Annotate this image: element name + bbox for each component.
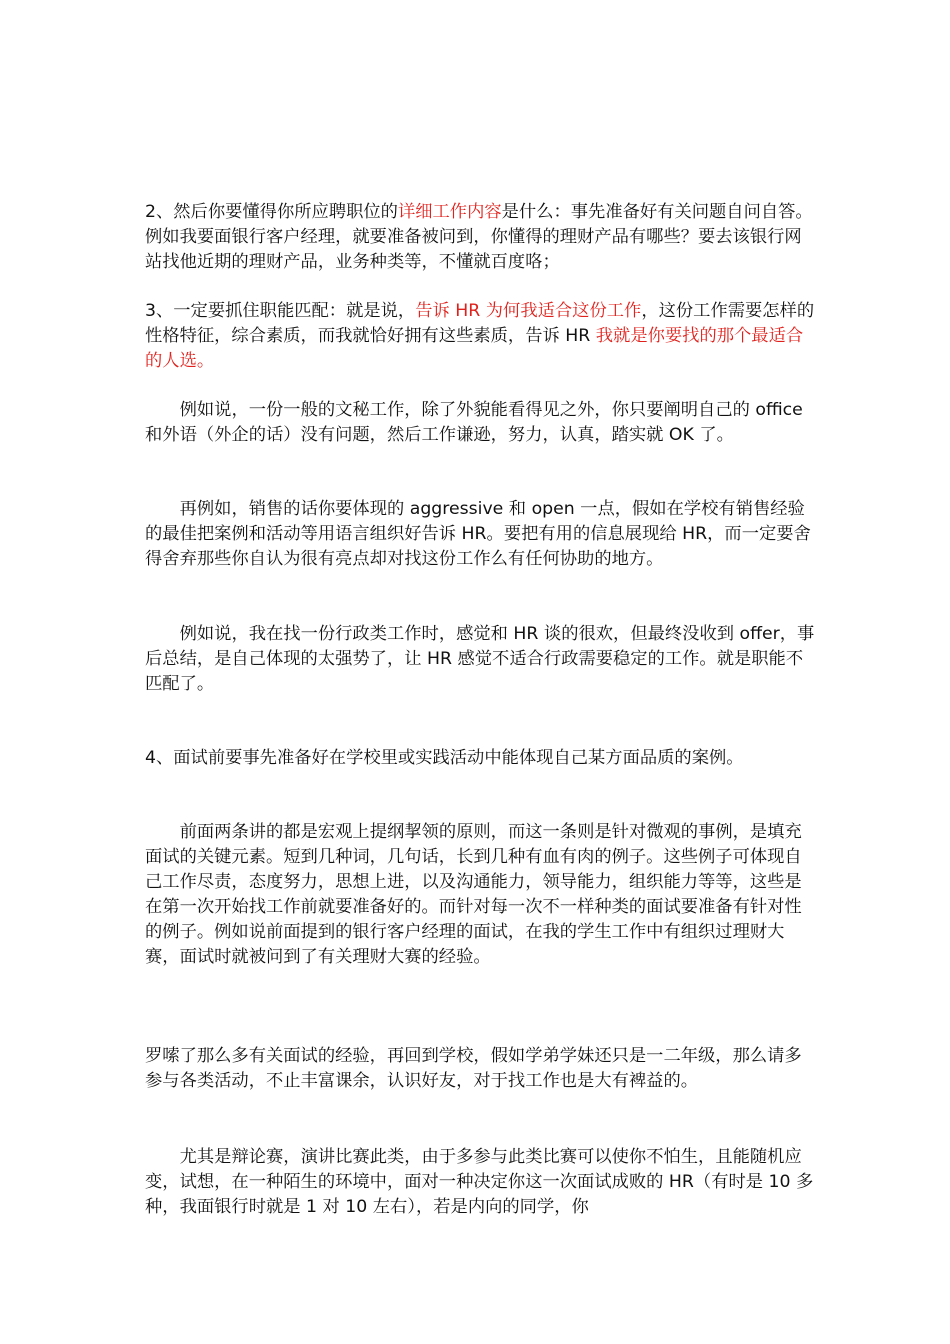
paragraph-point-4-detail: 前面两条讲的都是宏观上提纲挈领的原则，而这一条则是针对微观的事例，是填充面试的关键元素。短到几种词，几句话，长到几种有血有肉的例子。这些例子可体现自己工作尽责，态度努力，思想上进，以及沟通能力，领导能力，组织能力等等，这些是在第一次开始找工作前就要准备好的。而针对每一次不一样种类的面试要准备有针对性的例子。例如说前面提到的银行客户经理的面试，在我的学生工作中有组织过理财大赛，面试时就被问到了有关理财大赛的经验。 [145,822,802,967]
paragraph-example-secretary: 例如说，一份一般的文秘工作，除了外貌能看得见之外，你只要阐明自己的 office 和外语（外企的话）没有问题，然后工作谦逊，努力，认真，踏实就 OK 了。 [145,400,803,445]
p3-highlight-2: 我就是你要找的那个最适合的人选。 [145,326,804,371]
paragraph-school-advice: 罗嗦了那么多有关面试的经验，再回到学校，假如学弟学妹还只是一二年级，那么请多参与各类活动，不止丰富课余，认识好友，对于找工作也是大有裨益的。 [145,1046,802,1091]
paragraph-example-admin: 例如说，我在找一份行政类工作时，感觉和 HR 谈的很欢，但最终没收到 offer，事后总结，是自己体现的太强势了，让 HR 感觉不适合行政需要稳定的工作。就是职能不匹配了。 [145,624,815,694]
paragraph-point-2 [145,200,815,275]
p2-text-c: 是什么：事先准备好有关问题自问自答。例如我要面银行客户经理，就要准备被问到，你懂得的理财产品有哪些？要去该银行网站找他近期的理财产品，业务种类等，不懂就百度咯； [145,202,813,272]
paragraph-point-4: 4、面试前要事先准备好在学校里或实践活动中能体现自己某方面品质的案例。 [145,748,744,768]
p3-text-c: ，这份工作需要怎样的性格特征，综合素质，而我就恰好拥有这些素质，告诉 HR [145,301,815,346]
p3-text-a: 3、一定要抓住职能匹配：就是说， [145,301,416,321]
paragraph-example-sales: 再例如，销售的话你要体现的 aggressive 和 open 一点，假如在学校有销售经验的最佳把案例和活动等用语言组织好告诉 HR。要把有用的信息展现给 HR，而一定要舍得舍弃那些你自认为很有亮点却对找这份工作么有任何协助的地方。 [145,499,811,569]
p3-highlight-1: 告诉 HR 为何我适合这份工作 [415,301,642,321]
p2-highlight: 详细工作内容 [397,202,502,222]
paragraph-point-3 [145,299,815,374]
p2-text-a: 2、然后你要懂得你所应聘职位的 [145,202,398,222]
paragraph-debate: 尤其是辩论赛，演讲比赛此类，由于多参与此类比赛可以使你不怕生，且能随机应变，试想，在一种陌生的环境中，面对一种决定你这一次面试成败的 HR（有时是 10 多种，我面银行时就是 1 对 10 左右），若是内向的同学，你 [145,1147,814,1217]
